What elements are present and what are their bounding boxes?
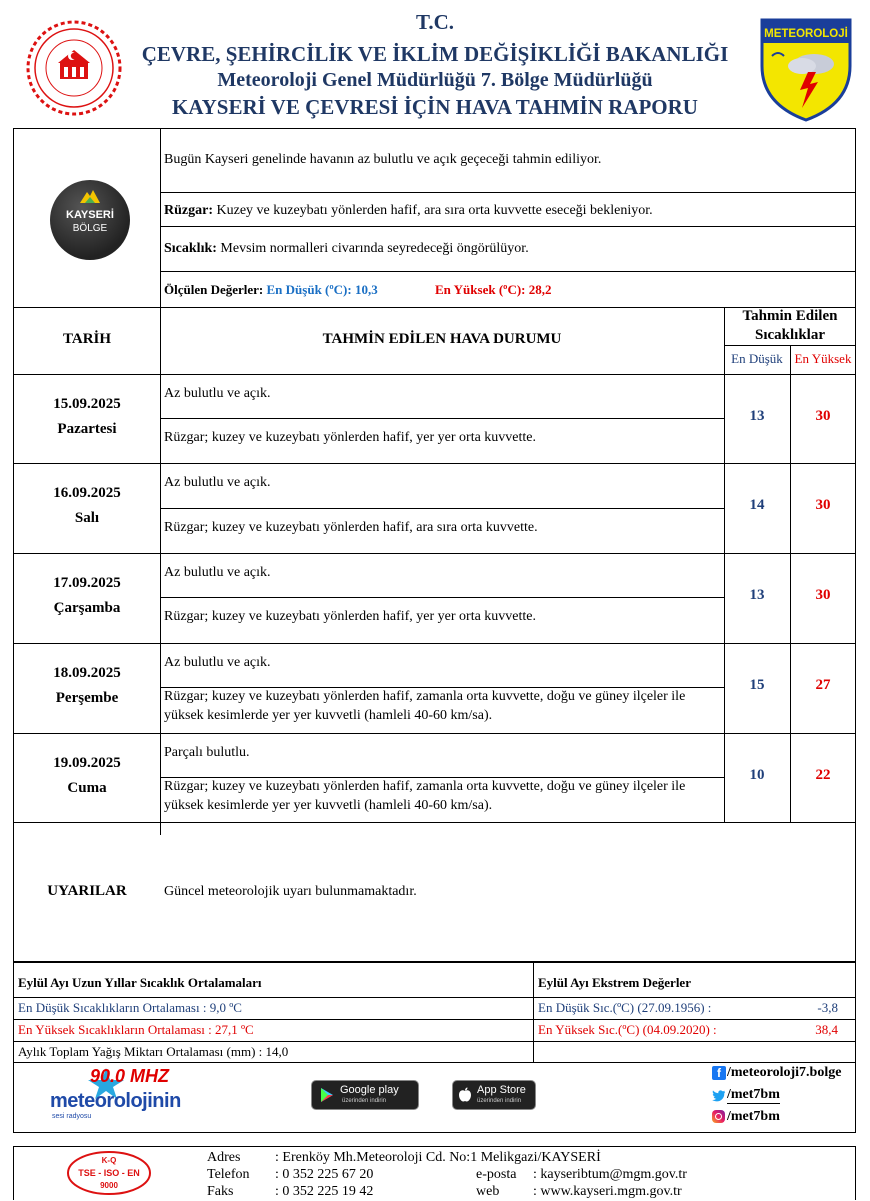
forecast-wind: Rüzgar; kuzey ve kuzeybatı yönlerden hafif, zamanla orta kuvvette, doğu ve güney ilçeler ile [164, 779, 686, 794]
instagram-link[interactable]: /met7bm [727, 1109, 780, 1124]
addr-value: : Erenköy Mh.Meteoroloji Cd. No:1 Melikgazi/KAYSERİ [275, 1150, 601, 1165]
date-value: 16.09.2025 [53, 485, 121, 501]
radio-logo[interactable] [46, 1066, 216, 1124]
row-divider [160, 226, 856, 227]
instagram-icon [712, 1110, 725, 1123]
forecast-date [14, 571, 160, 621]
col-header-temps [724, 307, 856, 345]
forecast-max-temp: 30 [815, 497, 831, 513]
header-report-title: KAYSERİ VE ÇEVRESİ İÇİN HAVA TAHMİN RAPORU [172, 95, 698, 119]
phone-label: Telefon [207, 1167, 250, 1182]
col-header-temps-2: Sıcaklıklar [754, 327, 825, 343]
col-divider [533, 963, 534, 1063]
badge-line1: KAYSERİ [66, 209, 114, 221]
facebook-link[interactable]: /meteoroloji7.bolge [727, 1065, 842, 1080]
forecast-max-temp: 30 [815, 587, 831, 603]
apple-icon [459, 1087, 471, 1102]
col-header-weather: TAHMİN EDİLEN HAVA DURUMU [322, 331, 562, 347]
app-store-button[interactable] [452, 1080, 536, 1110]
row-divider [160, 687, 724, 688]
cert-line3: 9000 [100, 1181, 118, 1190]
forecast-max-temp: 22 [815, 766, 831, 783]
row-divider [14, 553, 856, 554]
forecast-min-temp: 13 [749, 407, 765, 424]
google-play-icon [320, 1087, 334, 1103]
row-divider [14, 374, 856, 375]
precip-avg: Aylık Toplam Yağış Miktarı Ortalaması (mm) : 14,0 [18, 1044, 289, 1059]
web-value[interactable]: : www.kayseri.mgm.gov.tr [533, 1184, 682, 1199]
col-header-max: En Yüksek [794, 351, 852, 366]
date-value: 18.09.2025 [53, 665, 121, 681]
avg-min: En Düşük Sıcaklıkların Ortalaması : 9,0 ºC [18, 1000, 242, 1015]
forecast-min-temp: 13 [749, 587, 765, 603]
forecast-max-temp: 30 [815, 407, 831, 424]
forecast-sky: Parçalı bulutlu. [164, 745, 250, 760]
forecast-date [14, 661, 160, 711]
google-play-button[interactable] [311, 1080, 419, 1110]
logo-text: METEOROLOJİ [764, 28, 848, 40]
warnings-label: UYARILAR [47, 883, 127, 899]
day-name: Pazartesi [57, 420, 117, 437]
forecast-sky: Az bulutlu ve açık. [164, 565, 271, 580]
forecast-min-temp: 10 [749, 766, 765, 783]
col-divider [724, 307, 725, 822]
forecast-wind-cont: yüksek kesimlerde yer yer kuvvetli (hamleli 40-60 km/sa). [164, 708, 493, 723]
row-divider [14, 463, 856, 464]
forecast-date [14, 392, 160, 442]
forecast-wind: Rüzgar; kuzey ve kuzeybatı yönlerden hafif, ara sıra orta kuvvette. [164, 520, 538, 535]
temp-text: Mevsim normalleri civarında seyredeceği öngörülüyor. [220, 241, 529, 256]
summary-general: Bugün Kayseri genelinde havanın az bulutlu ve açık geçeceği tahmin ediliyor. [164, 152, 602, 167]
forecast-date [14, 481, 160, 531]
mountain-icon [80, 189, 100, 203]
email-label: e-posta [476, 1167, 517, 1182]
col-header-temps-1: Tahmin Edilen [742, 308, 838, 324]
day-name: Perşembe [55, 690, 119, 706]
avg-max: En Yüksek Sıcaklıkların Ortalaması : 27,1 ºC [18, 1022, 254, 1037]
col-divider [160, 129, 161, 835]
col-header-date: TARİH [62, 331, 112, 347]
web-label: web [476, 1184, 500, 1199]
app-store-sub: üzerinden indirin [477, 1098, 522, 1104]
ext-max-value: 38,4 [815, 1022, 838, 1037]
forecast-wind-cont: yüksek kesimlerde yer yer kuvvetli (hamleli 40-60 km/sa). [164, 798, 493, 813]
app-store-label: App Store [477, 1084, 526, 1096]
date-value: 15.09.2025 [53, 395, 121, 412]
header-directorate: Meteoroloji Genel Müdürlüğü 7. Bölge Müdürlüğü [217, 69, 653, 91]
phone-value: : 0 352 225 67 20 [275, 1167, 374, 1182]
email-value[interactable]: : kayseribtum@mgm.gov.tr [533, 1167, 687, 1182]
measured-min: En Düşük (ºC): 10,3 [266, 282, 378, 297]
facebook-icon: f [712, 1066, 726, 1080]
fax-value: : 0 352 225 19 42 [275, 1184, 374, 1199]
forecast-max-temp: 27 [815, 677, 831, 693]
cert-line2: TSE - ISO - EN [78, 1168, 140, 1178]
radio-frequency: 90.0 MHZ [90, 1066, 170, 1086]
forecast-wind: Rüzgar; kuzey ve kuzeybatı yönlerden hafif, yer yer orta kuvvette. [164, 430, 537, 445]
day-name: Çarşamba [53, 600, 121, 616]
forecast-date [14, 751, 160, 801]
kayseri-bolge-badge [50, 180, 130, 260]
row-divider [14, 822, 856, 823]
header-ministry: ÇEVRE, ŞEHİRCİLİK VE İKLİM DEĞİŞİKLİĞİ BAKANLIĞI [141, 42, 729, 66]
wind-text: Kuzey ve kuzeybatı yönlerden hafif, ara sıra orta kuvvette eseceği bekleniyor. [216, 203, 653, 218]
ext-max-label: En Yüksek Sıc.(ºC) (04.09.2020) : [538, 1022, 717, 1037]
row-divider [14, 1019, 856, 1020]
row-divider [160, 777, 724, 778]
fax-label: Faks [207, 1184, 234, 1199]
row-divider [724, 345, 856, 346]
google-play-sub: üzerinden indirin [342, 1098, 387, 1104]
meteoroloji-logo [758, 16, 854, 122]
forecast-sky: Az bulutlu ve açık. [164, 386, 271, 401]
climate-right-title: Eylül Ayı Ekstrem Değerler [538, 975, 691, 990]
row-divider [160, 597, 724, 598]
row-divider [14, 997, 856, 998]
climate-left-title: Eylül Ayı Uzun Yıllar Sıcaklık Ortalamaları [18, 975, 262, 990]
date-value: 17.09.2025 [53, 575, 121, 591]
summary-temp [164, 241, 529, 257]
day-name: Cuma [67, 779, 107, 796]
col-header-min: En Düşük [731, 351, 783, 366]
twitter-link[interactable]: /met7bm [727, 1087, 780, 1102]
row-divider [14, 733, 856, 734]
measured-max: En Yüksek (ºC): 28,2 [435, 282, 552, 297]
row-divider [160, 271, 856, 272]
forecast-sky: Az bulutlu ve açık. [164, 655, 271, 670]
ext-min-value: -3,8 [817, 1000, 838, 1015]
wind-label: Rüzgar: [164, 203, 213, 218]
measured-values [164, 282, 378, 298]
cert-line1: K-Q [101, 1156, 117, 1165]
radio-sub: sesi radyosu [52, 1113, 92, 1120]
row-divider [14, 1041, 856, 1042]
tse-certificate-logo [66, 1150, 152, 1196]
forecast-wind: Rüzgar; kuzey ve kuzeybatı yönlerden hafif, yer yer orta kuvvette. [164, 609, 537, 624]
measured-label: Ölçülen Değerler: [164, 282, 264, 297]
forecast-sky: Az bulutlu ve açık. [164, 475, 271, 490]
header-tc: T.C. [415, 10, 455, 34]
summary-wind [164, 203, 653, 219]
day-name: Salı [74, 510, 100, 526]
temp-label: Sıcaklık: [164, 241, 217, 256]
date-value: 19.09.2025 [53, 754, 121, 771]
forecast-wind: Rüzgar; kuzey ve kuzeybatı yönlerden hafif, zamanla orta kuvvette, doğu ve güney ilçeler ile [164, 689, 686, 704]
badge-line2: BÖLGE [72, 223, 108, 234]
row-divider [160, 508, 724, 509]
ext-min-label: En Düşük Sıc.(ºC) (27.09.1956) : [538, 1000, 712, 1015]
row-divider [14, 643, 856, 644]
forecast-min-temp: 14 [749, 497, 765, 513]
radio-name: meteorolojinin [50, 1090, 181, 1112]
addr-label: Adres [207, 1150, 241, 1165]
twitter-icon [712, 1088, 726, 1102]
row-divider [160, 192, 856, 193]
warnings-text: Güncel meteorolojik uyarı bulunmamaktadır. [164, 884, 417, 899]
google-play-label: Google play [340, 1084, 399, 1096]
forecast-min-temp: 15 [749, 677, 765, 693]
row-divider [160, 418, 724, 419]
